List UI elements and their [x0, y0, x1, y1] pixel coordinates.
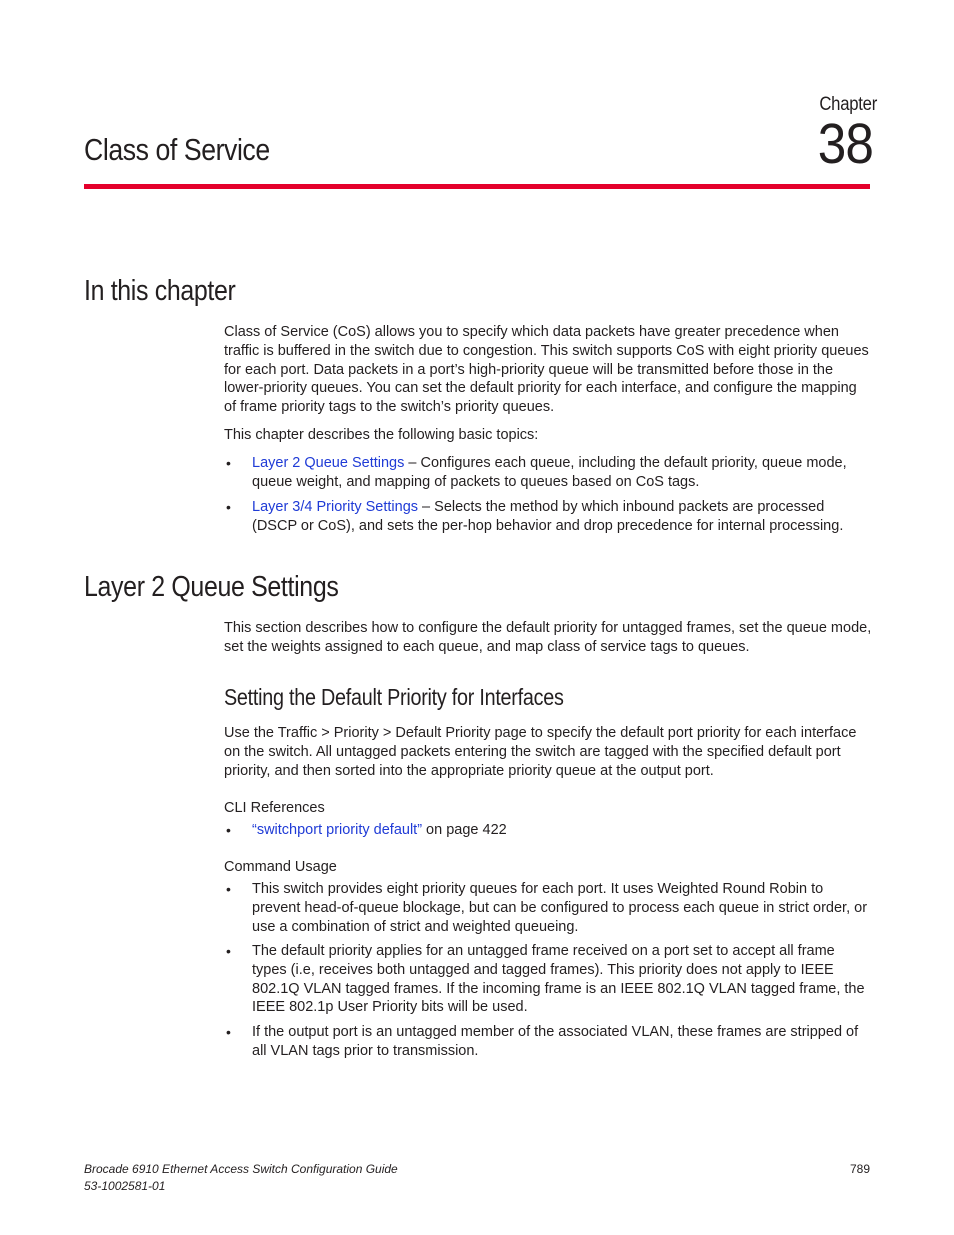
usage-bullet-text: The default priority applies for an untagged frame received on a port set to accept all frame types (i.e, receives both untagged and tagged frames). This priority does not apply to IEEE 802.1Q VLAN tagged frames. If the incoming frame is an IEEE 802.1Q VLAN tagged frame, the IEEE 802.1p User Priority bits will be used. — [252, 943, 865, 1016]
bullet-dot: • — [226, 1024, 231, 1040]
chapter-number: 38 — [817, 112, 873, 176]
bullet-dot: • — [226, 822, 231, 838]
usage-bullet-text: This switch provides eight priority queues for each port. It uses Weighted Round Robin to prevent head-of-queue blockage, but can be configured to process each queue in strict order, or use a combination of strict and weighted queueing. — [252, 881, 868, 935]
layer2-paragraph: This section describes how to configure the default priority for untagged frames, set the queue mode, set the weights assigned to each queue, and map class of service tags to queues. — [224, 620, 872, 655]
link-layer34-priority-settings[interactable]: Layer 3/4 Priority Settings — [252, 499, 419, 515]
link-layer2-queue-settings[interactable]: Layer 2 Queue Settings — [252, 455, 405, 471]
usage-bullet — [224, 1023, 872, 1061]
usage-bullet — [224, 942, 872, 1017]
footer-guide-title: Brocade 6910 Ethernet Access Switch Configuration Guide — [84, 1162, 398, 1176]
heading-command-usage: Command Usage — [224, 859, 337, 875]
bullet-dot: • — [226, 499, 231, 515]
bullet-dot: • — [226, 881, 231, 897]
default-priority-paragraph: Use the Traffic > Priority > Default Priority page to specify the default port priority for each interface on the switch. All untagged packets entering the switch are tagged with the specified default port priority, and then sorted into the appropriate priority queue at the output port. — [224, 725, 857, 779]
usage-bullet — [224, 880, 872, 936]
cli-page-reference: on page 422 — [422, 822, 507, 838]
intro-paragraph: Class of Service (CoS) allows you to specify which data packets have greater precedence when traffic is buffered in the switch due to congestion. This switch supports CoS with eight priority queues for each port. Data packets in a port’s high-priority queue will be transmitted before those in the lower-priority queues. You can set the default priority for each interface, and configure the mapping of frame priority tags to the switch’s priority queues. — [224, 324, 869, 416]
footer-doc-number: 53-1002581-01 — [84, 1179, 166, 1193]
chapter-label: Chapter — [819, 94, 877, 115]
cli-reference-bullet — [224, 821, 872, 840]
chapter-divider — [84, 184, 870, 189]
heading-layer2-queue-settings: Layer 2 Queue Settings — [84, 571, 339, 603]
bullet-dot: • — [226, 455, 231, 471]
usage-bullet-text: If the output port is an untagged member of the associated VLAN, these frames are stripped of all VLAN tags prior to transmission. — [252, 1024, 859, 1059]
heading-cli-references: CLI References — [224, 800, 325, 816]
topic-description: – Configures each queue, including the default priority, queue mode, queue weight, and mapping of packets to queues based on CoS tags. — [252, 455, 847, 490]
heading-default-priority: Setting the Default Priority for Interfaces — [224, 684, 564, 710]
topic-bullet — [224, 498, 872, 536]
footer-guide-info — [84, 1161, 398, 1195]
footer-page-number: 789 — [849, 1162, 870, 1176]
chapter-title: Class of Service — [84, 132, 270, 167]
bullet-dot: • — [226, 943, 231, 959]
link-switchport-priority-default[interactable]: “switchport priority default” — [252, 822, 423, 838]
topics-intro-paragraph: This chapter describes the following basic topics: — [224, 427, 539, 443]
heading-in-this-chapter: In this chapter — [84, 275, 236, 307]
topic-description: – Selects the method by which inbound packets are processed (DSCP or CoS), and sets the per-hop behavior and drop precedence for internal processing. — [252, 499, 844, 534]
topic-bullet — [224, 454, 872, 492]
